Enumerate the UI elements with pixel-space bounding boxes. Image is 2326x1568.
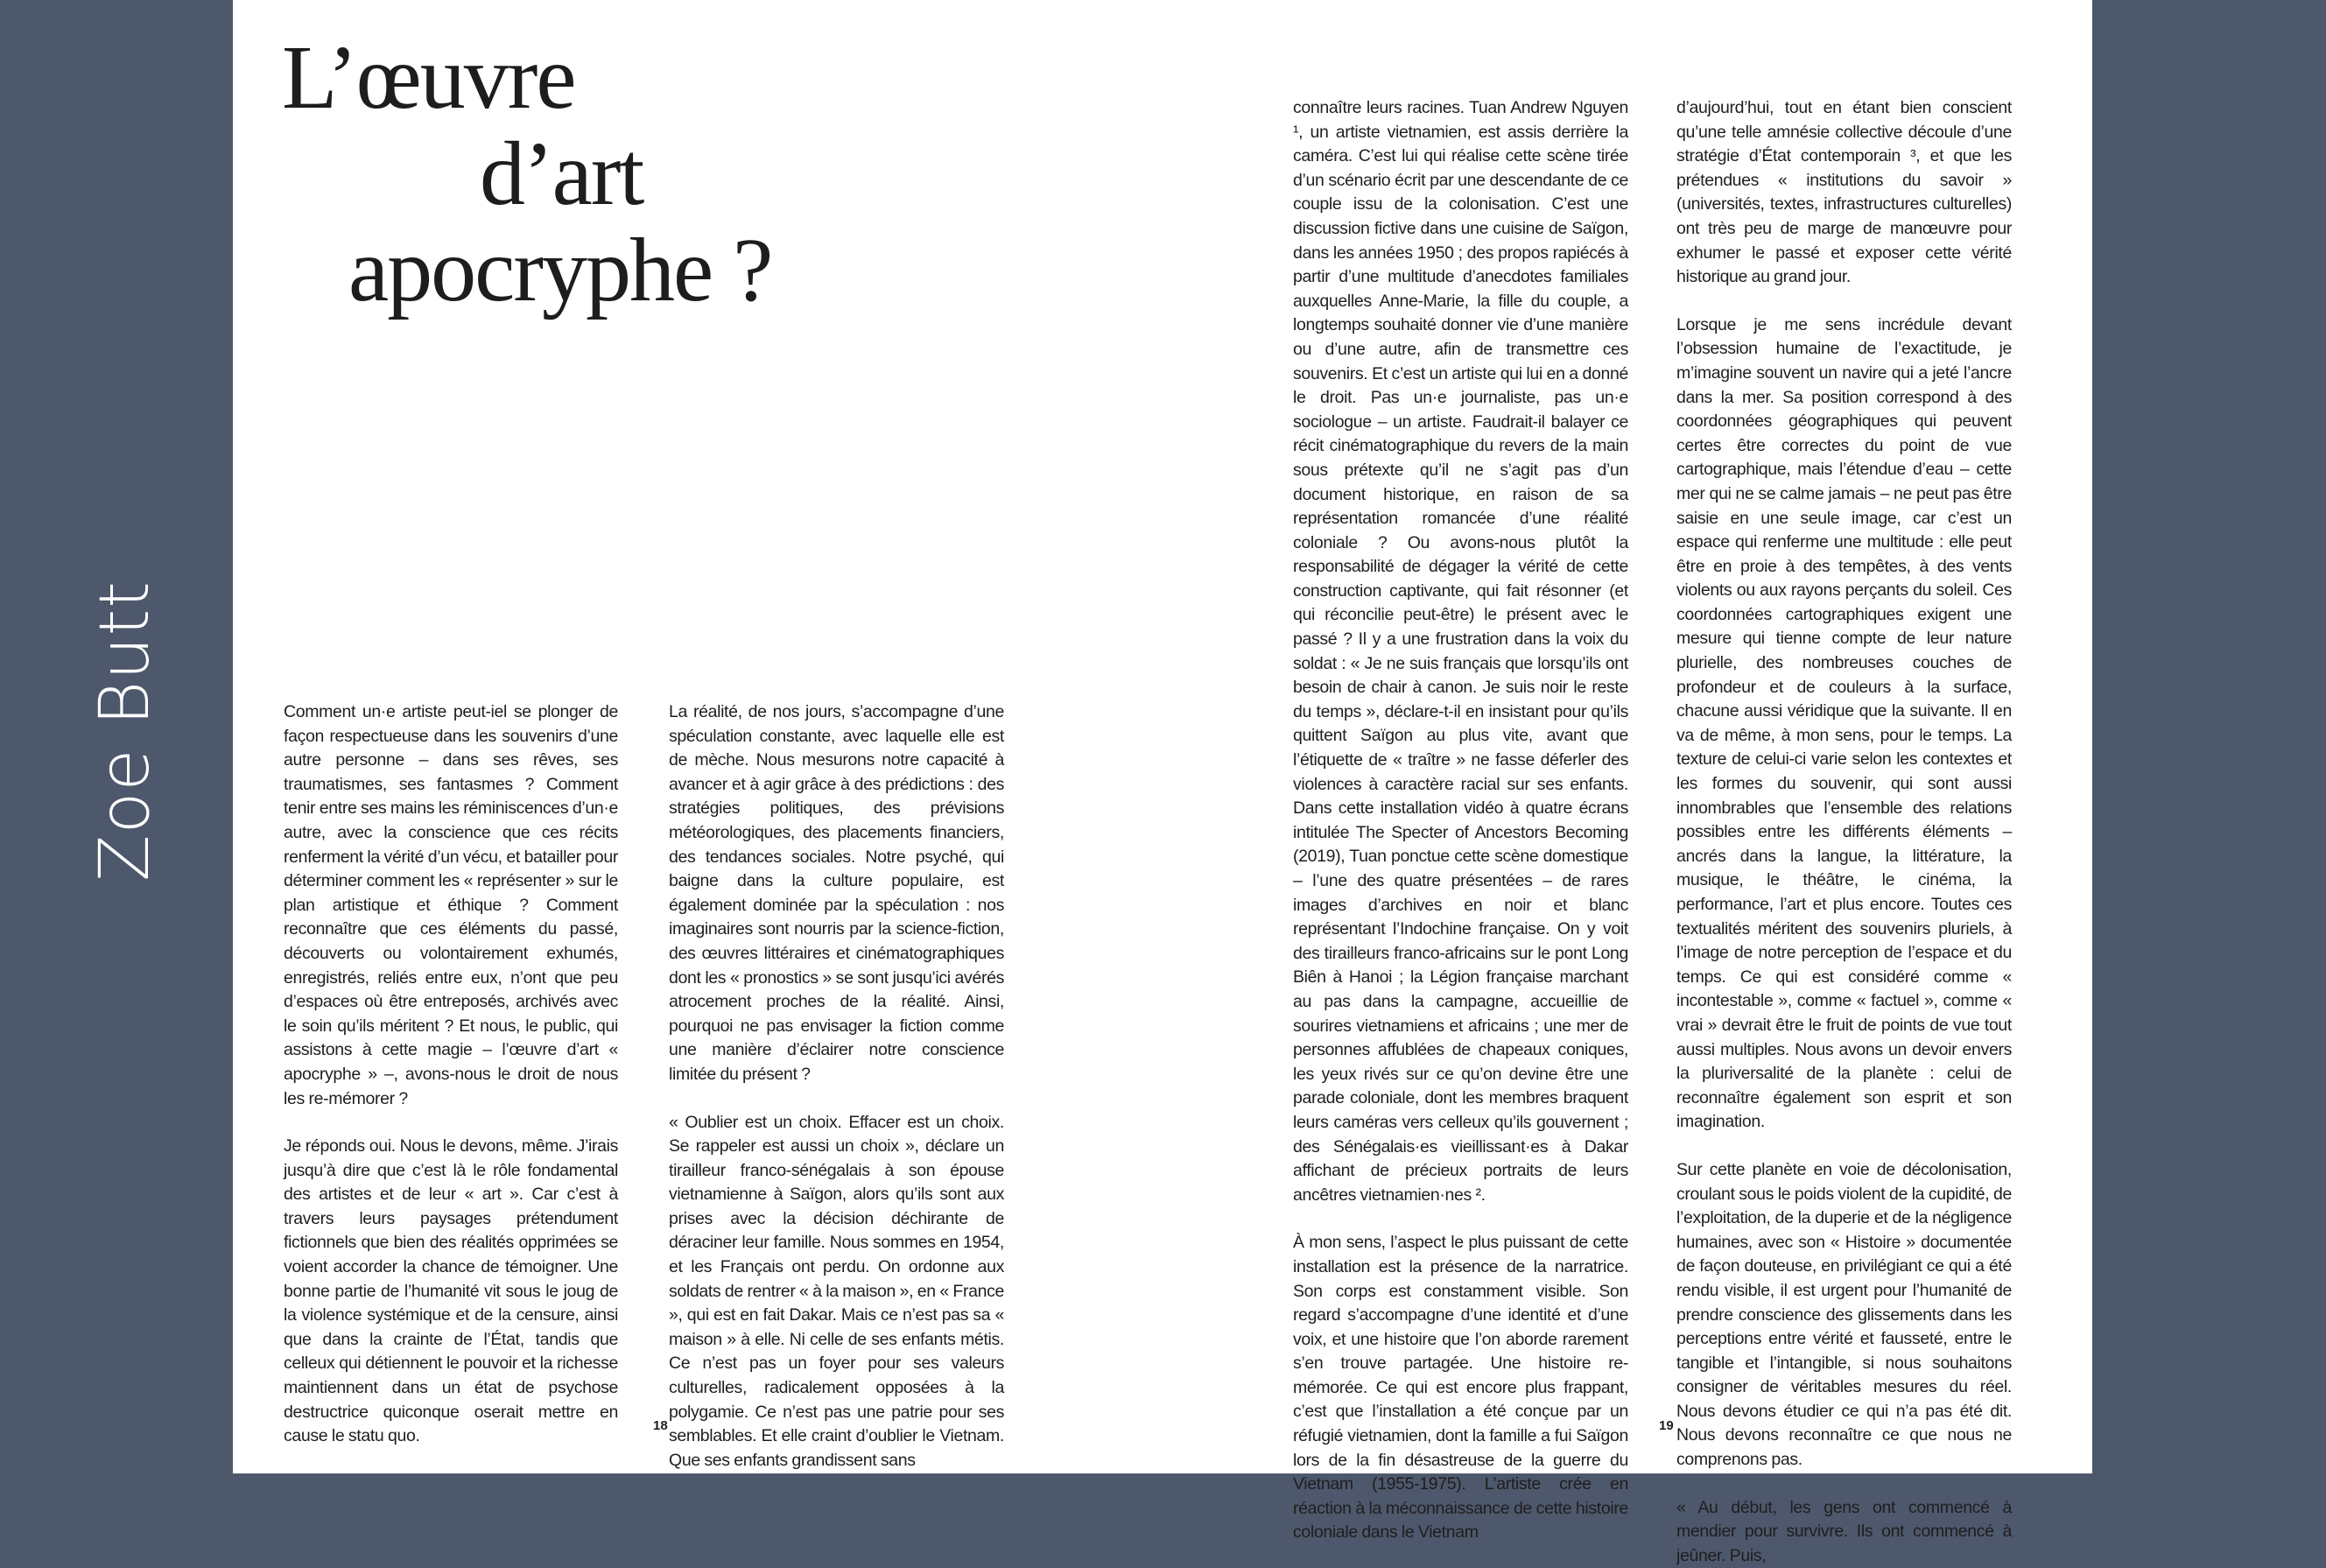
text-column-4 bbox=[1676, 96, 2012, 1568]
paragraph: « Au début, les gens ont commencé à mendier pour survivre. Ils ont commencé à jeûner. Puis, bbox=[1676, 1497, 2012, 1565]
title-line-3: apocryphe ? bbox=[348, 220, 772, 320]
paragraph: Je réponds oui. Nous le devons, même. J’irais jusqu’à dire que c’est là le rôle fondamental des artistes et de leur « art ». Car c’est à travers leurs paysages prétendument fictionnels que bien des réalités opprimées se voient accorder la chance de témoigner. Une bonne partie de l’humanité vit sous le joug de la violence systémique et de la censure, ainsi que dans la crainte de l’État, tandis que celleux qui détiennent le pouvoir et la richesse maintiennent dans un état de psychose destructrice quiconque oserait mettre en cause le statu quo. bbox=[284, 1136, 618, 1446]
book-spread bbox=[233, 0, 2092, 1565]
paragraph: La réalité, de nos jours, s’accompagne d’une spéculation constante, avec laquelle elle est de mèche. Nous mesurons notre capacité à avancer et à agir grâce à des prédictions : des stratégies politiques, des prévisions météorologiques, des placements financiers, des tendances sociales. Notre psyché, qui baigne dans la culture populaire, est également dominée par la spéculation : nos imaginaires sont nourris par la science-fiction, des œuvres littéraires et cinématographiques dont les « pronostics » se sont jusqu’ici avérés atrocement proches de la réalité. Ainsi, pourquoi ne pas envisager la fiction comme une manière d’éclairer notre conscience limitée du présent ? bbox=[669, 702, 1004, 1084]
text-column-1 bbox=[284, 700, 618, 1449]
text-column-3 bbox=[1293, 96, 1628, 1545]
title-line-2: d’art bbox=[480, 123, 643, 224]
text-column-2 bbox=[669, 700, 1004, 1473]
article-title bbox=[282, 27, 772, 320]
title-line-1: L’œuvre bbox=[282, 27, 575, 128]
paragraph: Sur cette planète en voie de décolonisation, croulant sous le poids violent de la cupidité, de l’exploitation, de la duperie et de la négligence humaines, avec son « Histoire » documentée de façon douteuse, en privilégiant ce qui a été rendu visible, il est urgent pour l’humanité de prendre conscience des glissements dans les perceptions entre vérité et fausseté, entre le tangible et l’intangible, si nous souhaitons consigner de véritables mesures du réel. Nous devons étudier ce qui n’a pas été dit. Nous devons reconnaître ce que nous ne comprenons pas. bbox=[1676, 1159, 2012, 1470]
page-number-right: 19 bbox=[1659, 1418, 1674, 1433]
author-band bbox=[0, 0, 233, 1473]
page-number-left: 18 bbox=[653, 1418, 668, 1433]
paragraph: Comment un·e artiste peut-iel se plonger de façon respectueuse dans les souvenirs d’une autre personne – dans ses rêves, ses traumatismes, ses fantasmes ? Comment tenir entre ses mains les réminiscences d’un·e autre, avec la conscience que ces récits renferment la vérité d’un vécu, et batailler pour déterminer comment les « représenter » sur le plan artistique et éthique ? Comment reconnaître que ces éléments du passé, découverts ou volontairement exhumés, enregistrés, reliés entre eux, n’ont que peu d’espaces où être entreposés, archivés avec le soin qu’ils méritent ? Et nous, le public, qui assistons à cette magie – l’œuvre d’art « apocryphe » –, avons-nous le droit de nous les re-mémorer ? bbox=[284, 702, 618, 1108]
paragraph: À mon sens, l’aspect le plus puissant de cette installation est la présence de la narratrice. Son corps est constamment visible. Son regard s’accompagne d’une identité et d’une voix, et une histoire que l’on aborde rarement s’en trouve partagée. Une histoire re-mémorée. Ce qui est encore plus frappant, c’est que l’installation a été conçue par un réfugié vietnamien, dont la famille a fui Saïgon lors de la fin désastreuse de la guerre du Vietnam (1955-1975). L’artiste crée en réaction à la méconnaissance de cette histoire coloniale dans le Vietnam bbox=[1293, 1233, 1628, 1543]
author-name: Zoe Butt bbox=[86, 580, 165, 882]
paragraph: d’aujourd’hui, tout en étant bien conscient qu’une telle amnésie collective découle d’une stratégie d’État contemporain ³, et que les prétendues « institutions du savoir » (universités, textes, infrastructures culturelles) ont très peu de marge de manœuvre pour exhumer le passé et exposer cette vérité historique au grand jour. bbox=[1676, 98, 2012, 287]
paragraph: Lorsque je me sens incrédule devant l’obsession humaine de l’exactitude, je m’imagine souvent un navire qui a jeté l’ancre dans la mer. Sa position correspond à des coordonnées géographiques qui peuvent certes être correctes du point de vue cartographique, mais l’étendue d’eau – cette mer qui ne se calme jamais – ne peut pas être saisie en une seule image, car c’est un espace qui renferme une multitude : elle peut être en proie à des tempêtes, à des vents violents ou aux rayons perçants du soleil. Ces coordonnées cartographiques exigent une mesure qui tienne compte de leur nature plurielle, des nombreuses couches de profondeur et de couleurs à la surface, chacune aussi véridique que la suivante. Il en va de même, à mon sens, pour le temps. La texture de celui-ci varie selon les contextes et les formes du souvenir, qui sont aussi innombrables que l’ensemble des relations possibles entre les différents éléments – ancrés dans la langue, la littérature, la musique, le théâtre, le cinéma, la performance, l’art et plus encore. Toutes ces textualités méritent des souvenirs pluriels, à l’image de notre perception de l’espace et du temps. Ce qui est considéré comme « incontestable », comme « factuel », comme « vrai » devrait être le fruit de points de vue tout aussi multiples. Nous avons un devoir envers la pluriversalité de la planète : celui de reconnaître également son esprit et son imagination. bbox=[1676, 314, 2012, 1132]
paragraph: connaître leurs racines. Tuan Andrew Nguyen ¹, un artiste vietnamien, est assis derrière la caméra. C’est lui qui réalise cette scène tirée d’un scénario écrit par une descendante de ce couple issu de la colonisation. C’est une discussion fictive dans une cuisine de Saïgon, dans les années 1950 ; des propos rapiécés à partir d’une multitude d’anecdotes familiales auxquelles Anne-Marie, la fille du couple, a longtemps souhaité donner vie d’une manière ou d’une autre, afin de transmettre ces souvenirs. Et c’est un artiste qui lui en a donné le droit. Pas un·e journaliste, pas un·e sociologue – un artiste. Faudrait-il balayer ce récit cinématographique du revers de la main sous prétexte qu’il ne s’agit pas d’un document historique, en raison de sa représentation romancée d’une réalité coloniale ? Ou avons-nous plutôt la responsabilité de dégager la vérité de cette construction captivante, qui fait résonner (et qui réconcilie peut-être) le présent avec le passé ? Il y a une frustration dans la voix du soldat : « Je ne suis français que lorsqu’ils ont besoin de chair à canon. Je suis noir le reste du temps », déclare-t-il en insistant pour qu’ils quittent Saïgon au plus vite, avant que l’étiquette de « traître » ne fasse déferler des violences à caractère racial sur ses enfants. Dans cette installation vidéo à quatre écrans intitulée The Specter of Ancestors Becoming (2019), Tuan ponctue cette scène domestique – l’une des quatre présentées – de rares images d’archives en noir et blanc représentant l’Indochine française. On y voit des tirailleurs franco-africains sur le pont Long Biên à Hanoi ; la Légion française marchant au pas dans la campagne, accueillie de sourires vietnamiens et africains ; une mer de personnes affublées de chapeaux coniques, les yeux rivés sur ce qu’on devine être une parade coloniale, dont les membres braquent leurs caméras vers celleux qu’ils gouvernent ; des Sénégalais·es vieillissant·es à Dakar affichant de précieux portraits de leurs ancêtres vietnamien·nes ². bbox=[1293, 98, 1628, 1205]
paragraph: « Oublier est un choix. Effacer est un choix. Se rappeler est aussi un choix », déclare un tirailleur franco-sénégalais à son épouse vietnamienne à Saïgon, alors qu’ils sont aux prises avec la décision déchirante de déraciner leur famille. Nous sommes en 1954, et les Français ont perdu. On ordonne aux soldats de rentrer « à la maison », en « France », qui est en fait Dakar. Mais ce n’est pas sa « maison » à elle. Ni celle de ses enfants métis. Ce n’est pas un foyer pour ses valeurs culturelles, radicalement opposées à la polygamie. Ce n’est pas une patrie pour ses semblables. Et elle craint d’oublier le Vietnam. Que ses enfants grandissent sans bbox=[669, 1112, 1004, 1470]
